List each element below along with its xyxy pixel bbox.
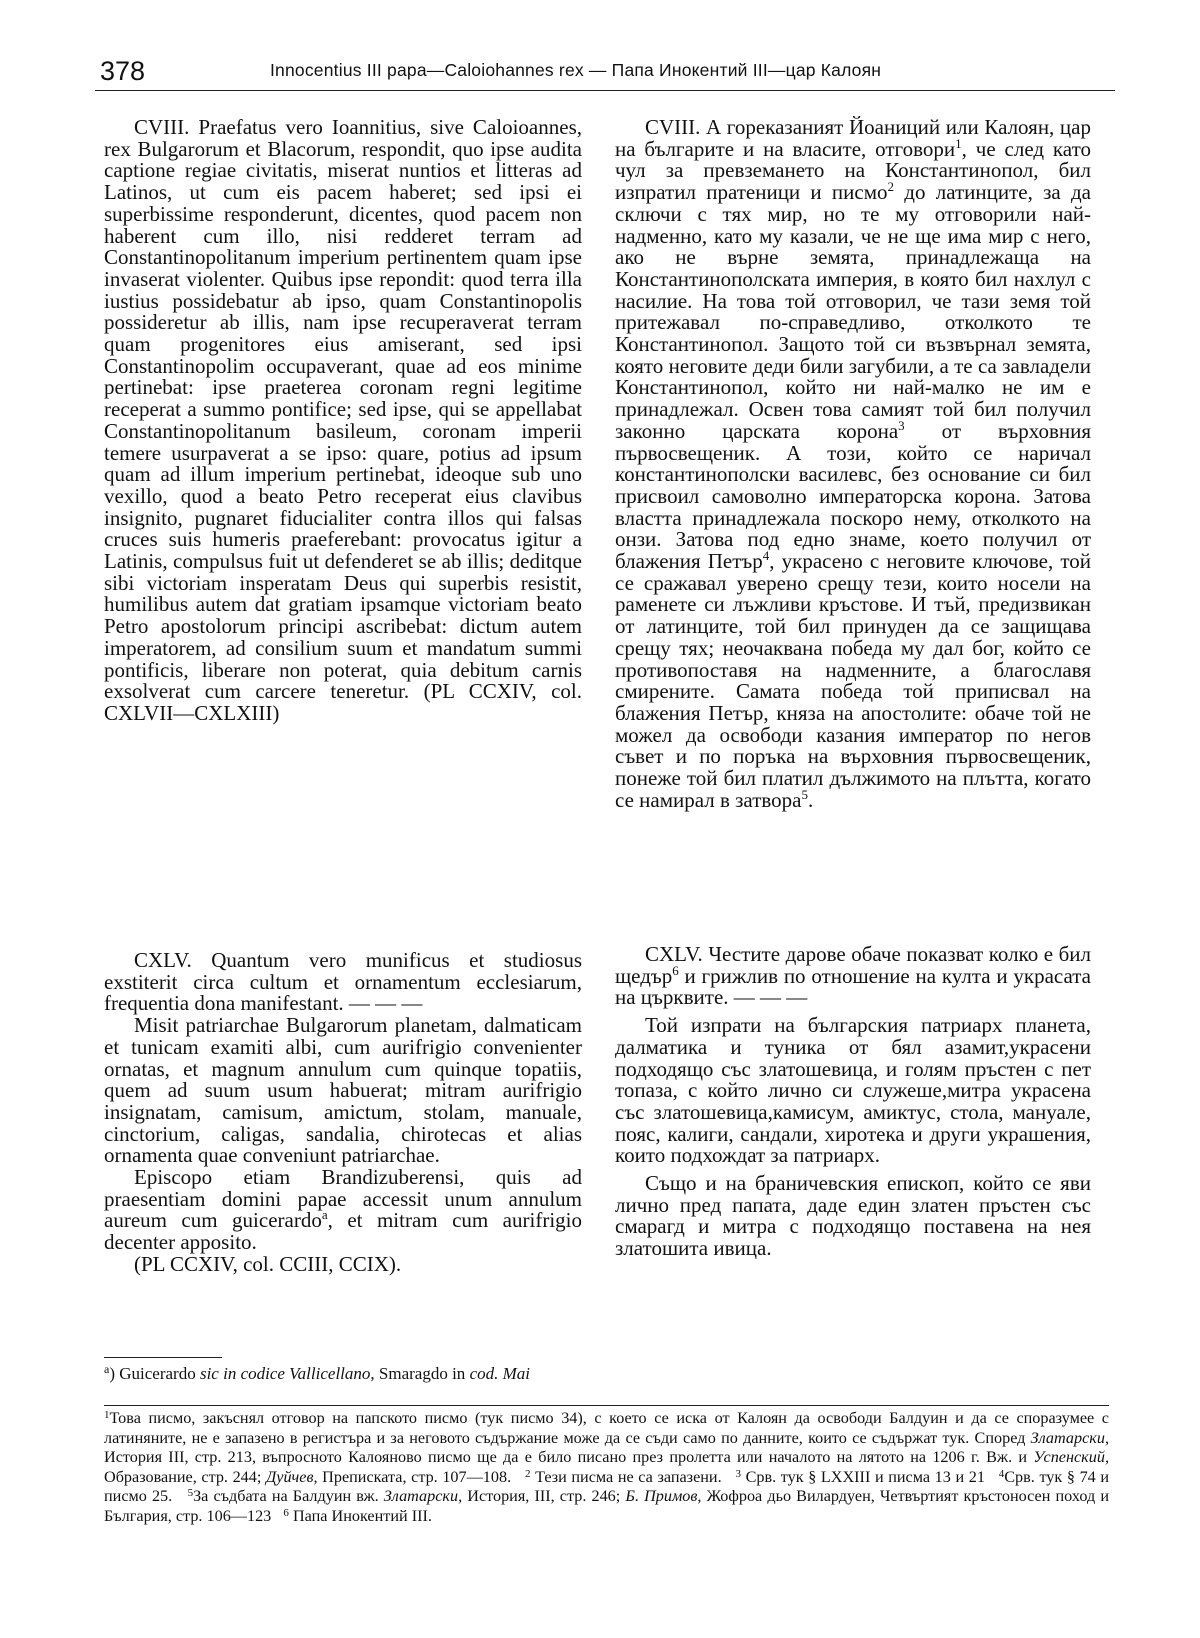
note-number-6: 6: [283, 1506, 289, 1519]
note-text: Това писмо, закъснял отговор на папското писмо (тук писмо 34), с което се иска от Калоян да освободи Балдуин и да се споразумее с латинянитe, не е запазено в регистъра и за неговото съдържание може да се съди само по данните, които се съдържат тук. Според: [104, 1409, 1109, 1447]
note-text: История III, стр. 213, въпросното Калояново писмо ще да е било писано през пролетта или началото на лятото на 1206 г. Вж. и: [104, 1448, 1034, 1466]
latin-section-cxlv: [104, 950, 582, 1276]
bg-text: и грижлив по отношение на култа и украсата на църквите. — — —: [615, 963, 1091, 1010]
note-text: Преписката, стр. 107—108.: [317, 1467, 512, 1486]
bulgarian-section-cxlv: [615, 944, 1091, 1260]
latin-paragraph-cviii: CVIII. Praefatus vero Ioannitius, sive Caloioannes, rex Bulgarorum et Blacorum, respondit, quo ipse audita captione regiae civitatis, miserat nuntios et litteras ad Latinos, ut cum eis pacem haberet; sed ipsi ei superbissime responderunt, dicentes, quod pacem non haberent cum illo, nisi redderet terram ad Constantinopolitanum imperium pertinentem quam ipse invaserat violenter. Quibus ipse repondit: quod terra illa iustius possidebatur ab ipso, quam Constantinopolis possideretur ab illis, nam ipse recuperaverat terram quam progenitores eius amiserant, sed ipsi Constantinopolim occupaverant, quae ad eos minime pertinebat: ipse praeterea coronam regni legitime receperat a summo pontifice; sed ipse, qui se appellabat Constantinopolitanum basileum, coronam imperii temere usurpaverat a se ipso: quare, potius ad ipsum quam ad illum imperium pertinebat, ideoque sub uno vexillo, quod a beato Petro receperat eius clavibus insignito, pugnaret fiducialiter contra illos qui falsas cruces suis humeris praeferebant: provocatus igitur a Latinis, compulsus fuit ut defenderet se ab illis; deditque sibi victoriam insperatam Deus qui superbis resistit, humilibus autem dat gratiam ipsamque victoriam beato Petro apostolorum principi ascribebat: dictum autem imperatorem, ad consilium suum et mandatum summi pontificis, liberare non poterat, quia debitum carnis exsolverat cum carcere teneretur. (PL CCXIV, col. CXLVII—CXLXIII): [104, 115, 582, 725]
running-title: Innocentius III papa—Caloiohannes rex — Папа Инокентий III—цар Калоян: [270, 60, 882, 80]
latin-paragraph-cxlv-intro: CXLV. Quantum vero munificus et studiosus exstiterit circa cultum et ornamentum ecclesiarum, frequentia dona manifestant. — — —: [104, 948, 582, 1016]
note-author: Дуйчев,: [265, 1467, 318, 1486]
latin-paragraph-cxlv-bishop: [104, 1167, 582, 1254]
header-rule: [95, 90, 1115, 91]
note-text: Тези писма не са запазени.: [535, 1467, 722, 1486]
note-number-2: 2: [524, 1467, 531, 1480]
footnote-marker-1: 1: [955, 135, 962, 151]
footnote-marker-a: a: [321, 1207, 328, 1223]
note-number-1: 1: [104, 1409, 110, 1421]
bulgarian-paragraph-cxlv-bishop: Също и на браничевския епископ, който се яви лично пред папата, даде един златен пръстен със смарагд и митра с подходящо поставена на нея златошита ивица.: [615, 1171, 1091, 1261]
latin-bishop-text-2: , et mitram cum aurifrigio decenter apposito.: [104, 1208, 582, 1255]
bg-text: CVIII. А горeказаният Йоаниций или Калоян, цар на българите и на власите, отговори: [615, 115, 1091, 161]
latin-paragraph-cxlv-patriarch: Misit patriarchae Bulgarorum planetam, dalmaticam et tunicam examiti albi, cum aurifrigio convenienter ornatas, et magnum annulum cum quinque topatiis, quem ad suum usum habuerat; mitram aurifrigio insignatam, camisum, amictum, stolam, manuale, cinctorium, caligas, sandalia, chirotecas et alias ornamenta quae conveniunt patriarchae.: [104, 1013, 582, 1168]
bg-text: , украсено с неговите ключове, той се сражавал уверено срещу тези, които носели на раменете си лъжливи кръстове. И тъй, предизвикан от латинците, той бил принуден да се защищава срещу тях; неочаквана победа му дал бог, който се противопоставя на надменните, а благославя смирените. Самата победа той приписвал на блажения Петър, княза на апостолите: обаче той не можел да освободи казания император по негов съвет и по поръка на върховния първосвещеник, понеже той бил платил дължимото на плътта, когато се намирал в затвора: [615, 549, 1091, 812]
note-text: Жофроа дьо Вилардуен, Четвъртият кръстоносен поход и България, стр. 106—123: [104, 1487, 1109, 1525]
latin-footnote-mark: a: [104, 1362, 110, 1376]
bg-text: до латинците, за да сключи с тях мир, но те му отговорили най-надменно, като му казали, че не ще има мир с него, ако не върне земята, принадлежаща на Константинополската империя, в която бил нахлул с насилие. На това той отговорил, че тази земя той притежавал по-справедливо, отколкото те Константинопол. Защото той си възвърнал земята, която неговите деди били загубили, а те са завладели Константинопол, който ни най-малко не им е принадлежал. Освен това самият той бил получил законно царската корона: [615, 180, 1091, 443]
footnote-marker-2: 2: [887, 179, 895, 195]
footnote-marker-5: 5: [801, 786, 808, 802]
note-number-3: 3: [735, 1467, 741, 1480]
editorial-notes: [104, 1409, 1109, 1526]
bg-text: , че след като чул за превземането на Константинопол, бил изпратил пратеници и писмо: [615, 136, 1091, 205]
fn-text: Guicerardo: [119, 1364, 200, 1383]
bg-text: .: [807, 787, 814, 812]
latin-citation: (PL CCXIV, col. CCIII, CCIX).: [134, 1251, 402, 1276]
note-text: Срв. тук § 74 и писмо 25.: [104, 1467, 1110, 1505]
fn-italic: sic in codice Vallicellano,: [199, 1364, 375, 1383]
fn-text: Smaragdo in: [374, 1364, 470, 1383]
note-author: Успенский,: [1033, 1448, 1109, 1466]
note-number-5: 5: [187, 1487, 194, 1499]
note-text: История, III, стр. 246;: [462, 1487, 626, 1505]
bulgarian-paragraph-cxlv-intro: [615, 944, 1091, 1009]
latin-footnote: $^a$) Guicerardo sic in codice Vallicellano, Smaragdo in cod. Mai: [104, 1362, 530, 1383]
footnote-marker-6: 6: [672, 962, 679, 978]
footnote-marker-4: 4: [762, 548, 770, 564]
note-number-4: 4: [998, 1467, 1005, 1480]
footnote-rule: [104, 1357, 222, 1358]
running-head: [100, 56, 1110, 90]
note-author: Б. Примов,: [625, 1487, 702, 1505]
fn-italic: cod. Mai: [469, 1364, 530, 1383]
footnote-marker-3: 3: [898, 417, 905, 433]
bg-text: CXLV. Честите дарове обаче показват колко е бил щедър: [615, 942, 1091, 988]
latin-section-cviii: [104, 117, 582, 725]
note-text: Папа Инокентий III.: [292, 1506, 432, 1525]
latin-bishop-text-1: Episcopo etiam Brandizuberensi, quis ad praesentiam domini papae accessit unum annulum aureum cum guicerardo: [104, 1165, 582, 1233]
bg-text: от върховния първосвещеник. А този, който се наричал константинополски василевс, без основание си бил присвоил самоволно императорска корона. Затова властта принадлежала поскоро нему, отколкото на онзи. Затова под едно знаме, което получил от блажения Петър: [615, 418, 1091, 574]
note-text: За съдбата на Балдуин вж.: [193, 1487, 384, 1505]
page-number: 378: [100, 56, 146, 86]
notes-rule: [104, 1405, 1109, 1406]
note-author: Златарски,: [383, 1487, 463, 1505]
note-text: Образование, стр. 244;: [104, 1467, 266, 1486]
bulgarian-paragraph-cviii: [615, 117, 1091, 812]
bulgarian-section-cviii: [615, 117, 1091, 812]
bulgarian-paragraph-cxlv-patriarch: Той изпрати на българския патриарх планета, далматика и туника от бял азамит,украсени подходящо със златошевица, и голям пръстен с пет топаза, с който лично си служеше,митра украсена със златошевица,камисум, амиктус, стола, мануале, пояс, калиги, сандали, хиротека и други украшения, които подхождат за патриарх.: [615, 1013, 1091, 1168]
note-author: Златарски,: [1030, 1428, 1109, 1447]
note-text: Срв. тук § LXXIII и писма 13 и 21: [745, 1467, 985, 1486]
